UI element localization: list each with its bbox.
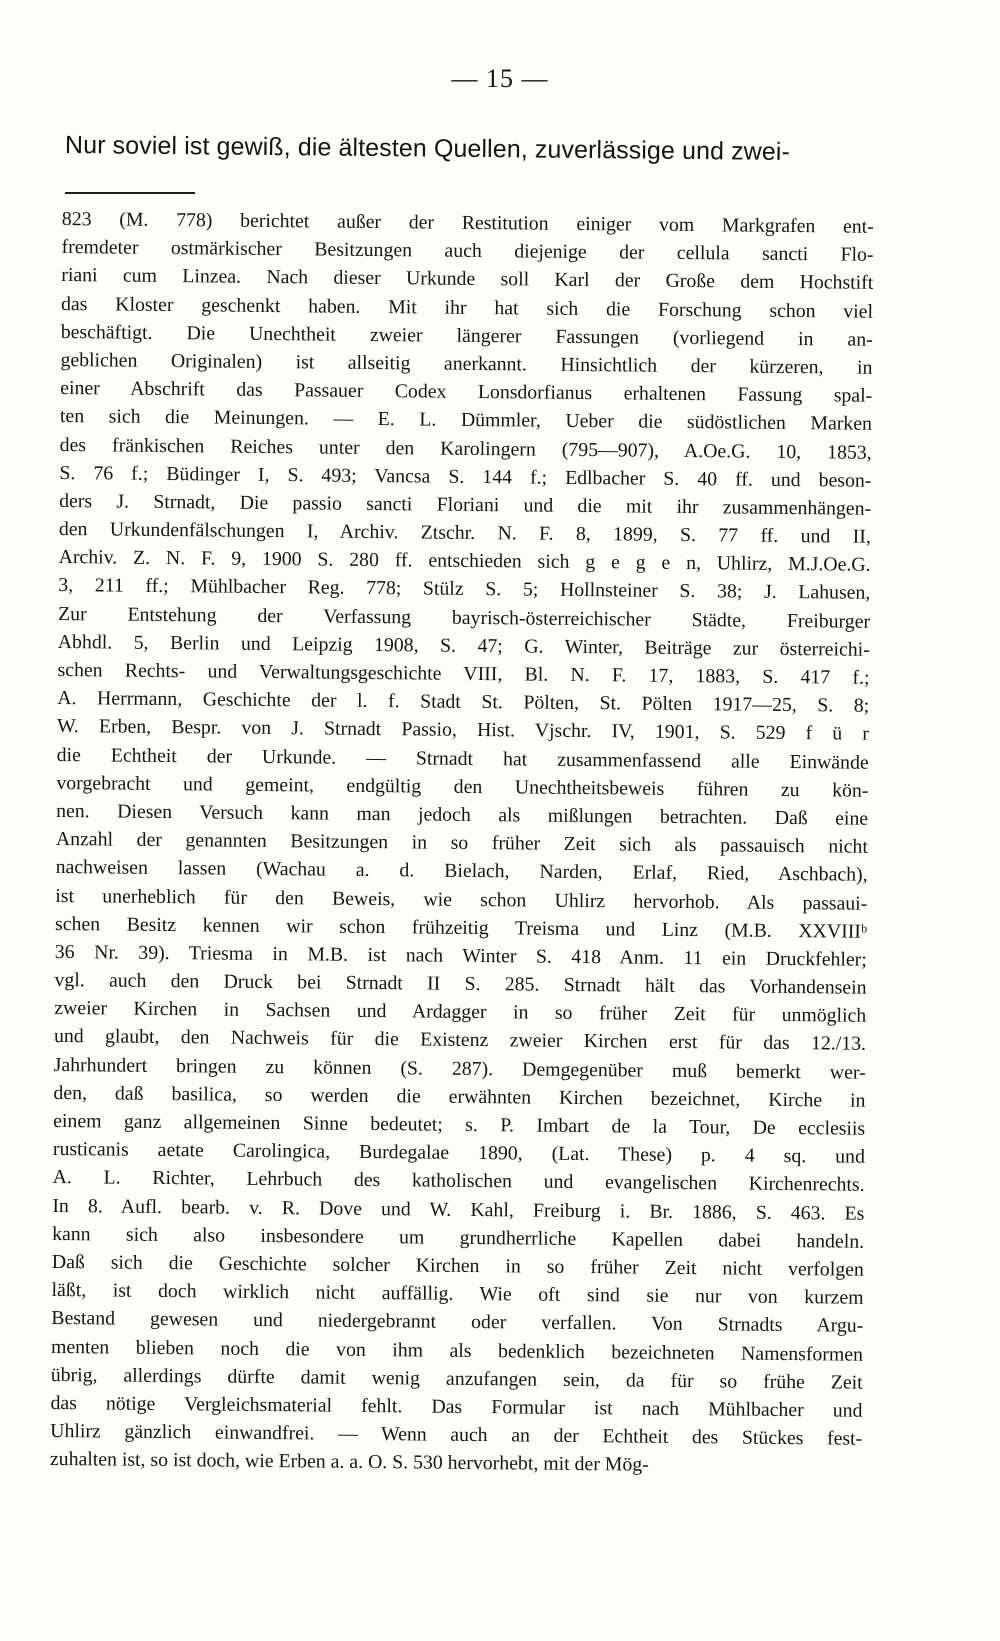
footnote-line: den, daß basilica, so werden die erwähnten Kirchen bezeichnet, Kirche in (53, 1081, 866, 1112)
footnote-line: die Echtheit der Urkunde. — Strnadt hat zusammenfassend alle Einwände (56, 743, 869, 774)
footnote-line: In 8. Aufl. bearb. v. R. Dove und W. Kahl, Freiburg i. Br. 1886, S. 463. Es (52, 1194, 865, 1225)
footnote-line: geblichen Originalen) ist allseitig anerkannt. Hinsichtlich der kürzeren, in (60, 348, 873, 379)
footnote-line: ist unerheblich für den Beweis, wie schon Uhlirz hervorhob. Als passaui- (55, 884, 868, 915)
footnote-line: Zur Entstehung der Verfassung bayrisch-österreichischer Städte, Freiburger (57, 602, 871, 633)
footnote-line: Daß sich die Geschichte solcher Kirchen in so früher Zeit nicht verfolgen (51, 1250, 864, 1281)
footnote-line: vorgebracht und gemeint, endgültig den Unechtheitsbeweis führen zu kön- (56, 771, 869, 802)
footnote-line: W. Erben, Bespr. von J. Strnadt Passio, Hist. Vjschr. IV, 1901, S. 529 f ü r (56, 715, 870, 746)
footnote-line: einer Abschrift das Passauer Codex Lonsdorfianus erhaltenen Fassung spal- (60, 377, 873, 407)
footnote-line: 3, 211 ff.; Mühlbacher Reg. 778; Stülz S. 5; Hollnsteiner S. 38; J. Lahusen, (58, 574, 871, 605)
main-text-line: Nur soviel ist gewiß, die ältesten Quellen, zuverlässige und zwei- (64, 131, 791, 166)
footnote-line: Abhdl. 5, Berlin und Leipzig 1908, S. 47; G. Winter, Beiträge zur österreichi- (57, 630, 870, 661)
footnote-line: übrig, allerdings dürfte damit wenig anzufangen sein, da für so frühe Zeit (50, 1363, 863, 1394)
footnote-line: beschäftigt. Die Unechtheit zweier längerer Fassungen (vorliegend in an- (60, 320, 873, 351)
footnote-block (50, 205, 874, 1481)
footnote-line: Jahrhundert bringen zu können (S. 287). Demgegenüber muß bemerkt wer- (53, 1053, 866, 1084)
footnote-line: einem ganz allgemeinen Sinne bedeutet; s. P. Imbart de la Tour, De ecclesiis (53, 1109, 866, 1140)
footnote-line: A. L. Richter, Lehrbuch des katholischen und evangelischen Kirchenrechts. (52, 1166, 865, 1197)
footnote-line: riani cum Linzea. Nach dieser Urkunde soll Karl der Große dem Hochstift (61, 264, 874, 295)
footnote-line: S. 76 f.; Büdinger I, S. 493; Vancsa S. 144 f.; Edlbacher S. 40 ff. und beson- (59, 461, 872, 492)
footnote-line: ten sich die Meinungen. — E. L. Dümmler, Ueber die südöstlichen Marken (59, 405, 873, 436)
footnote-line: des fränkischen Reiches unter den Karolingern (795—907), A.Oe.G. 10, 1853, (59, 433, 872, 464)
footnote-line: nen. Diesen Versuch kann man jedoch als mißlungen betrachten. Daß eine (56, 799, 869, 830)
footnote-line: den Urkundenfälschungen I, Archiv. Ztschr. N. F. 8, 1899, S. 77 ff. und II, (58, 518, 871, 548)
footnote-line: 823 (M. 778) berichtet außer der Restitution einiger vom Markgrafen ent- (61, 207, 874, 238)
footnote-line: Uhlirz gänzlich einwandfrei. — Wenn auch an der Echtheit des Stückes fest- (50, 1420, 863, 1450)
footnote-line: fremdeter ostmärkischer Besitzungen auch diejenige der cellula sancti Flo- (61, 236, 874, 266)
footnote-line: und glaubt, den Nachweis für die Existenz zweier Kirchen erst für das 12./13. (53, 1025, 867, 1056)
footnote-line: ders J. Strnadt, Die passio sancti Floriani und die mit ihr zusammenhängen- (59, 489, 872, 520)
footnote-line: das nötige Vergleichsmaterial fehlt. Das Formular ist nach Mühlbacher und (50, 1391, 863, 1422)
footnote-line: Bestand gewesen und niedergebrannt oder verfallen. Von Strnadts Argu- (51, 1307, 864, 1338)
footnote-line: vgl. auch den Druck bei Strnadt II S. 285. Strnadt hält das Vorhandensein (54, 969, 867, 999)
footnote-line: Archiv. Z. N. F. 9, 1900 S. 280 ff. entschieden sich g e g e n, Uhlirz, M.J.Oe.G. (58, 546, 871, 577)
footnote-line: zweier Kirchen in Sachsen und Ardagger in so früher Zeit für unmöglich (54, 997, 867, 1028)
footnote-line: 36 Nr. 39). Triesma in M.B. ist nach Winter S. 418 Anm. 11 ein Druckfehler; (54, 940, 867, 971)
footnote-separator (65, 192, 195, 194)
footnote-line: Anzahl der genannten Besitzungen in so früher Zeit sich als passauisch nicht (55, 828, 868, 858)
footnote-line: zuhalten ist, so ist doch, wie Erben a. a. O. S. 530 hervorhebt, mit der Mög- (49, 1448, 649, 1476)
footnote-line: schen Besitz kennen wir schon frühzeitig Treisma und Linz (M.B. XXVIIIᵇ (54, 912, 868, 943)
footnote-line: läßt, ist doch wirklich nicht auffällig. Wie oft sind sie nur von kurzem (51, 1279, 864, 1309)
page-number: — 15 — (451, 64, 549, 93)
footnote-line: menten blieben noch die von ihm als bedenklich bezeichneten Namensformen (50, 1335, 864, 1366)
footnote-line: das Kloster geschenkt haben. Mit ihr hat sich die Forschung schon viel (60, 292, 874, 323)
footnote-line: rusticanis aetate Carolingica, Burdegalae 1890, (Lat. These) p. 4 sq. und (52, 1138, 866, 1168)
footnote-line: nachweisen lassen (Wachau a. d. Bielach, Narden, Erlaf, Ried, Aschbach), (55, 856, 868, 887)
footnote-line: schen Rechts- und Verwaltungsgeschichte VIII, Bl. N. F. 17, 1883, S. 417 f.; (57, 658, 870, 689)
footnote-line: A. Herrmann, Geschichte der l. f. Stadt St. Pölten, St. Pölten 1917—25, S. 8; (57, 687, 870, 717)
footnote-line: kann sich also insbesondere um grundherrliche Kapellen dabei handeln. (52, 1222, 865, 1253)
